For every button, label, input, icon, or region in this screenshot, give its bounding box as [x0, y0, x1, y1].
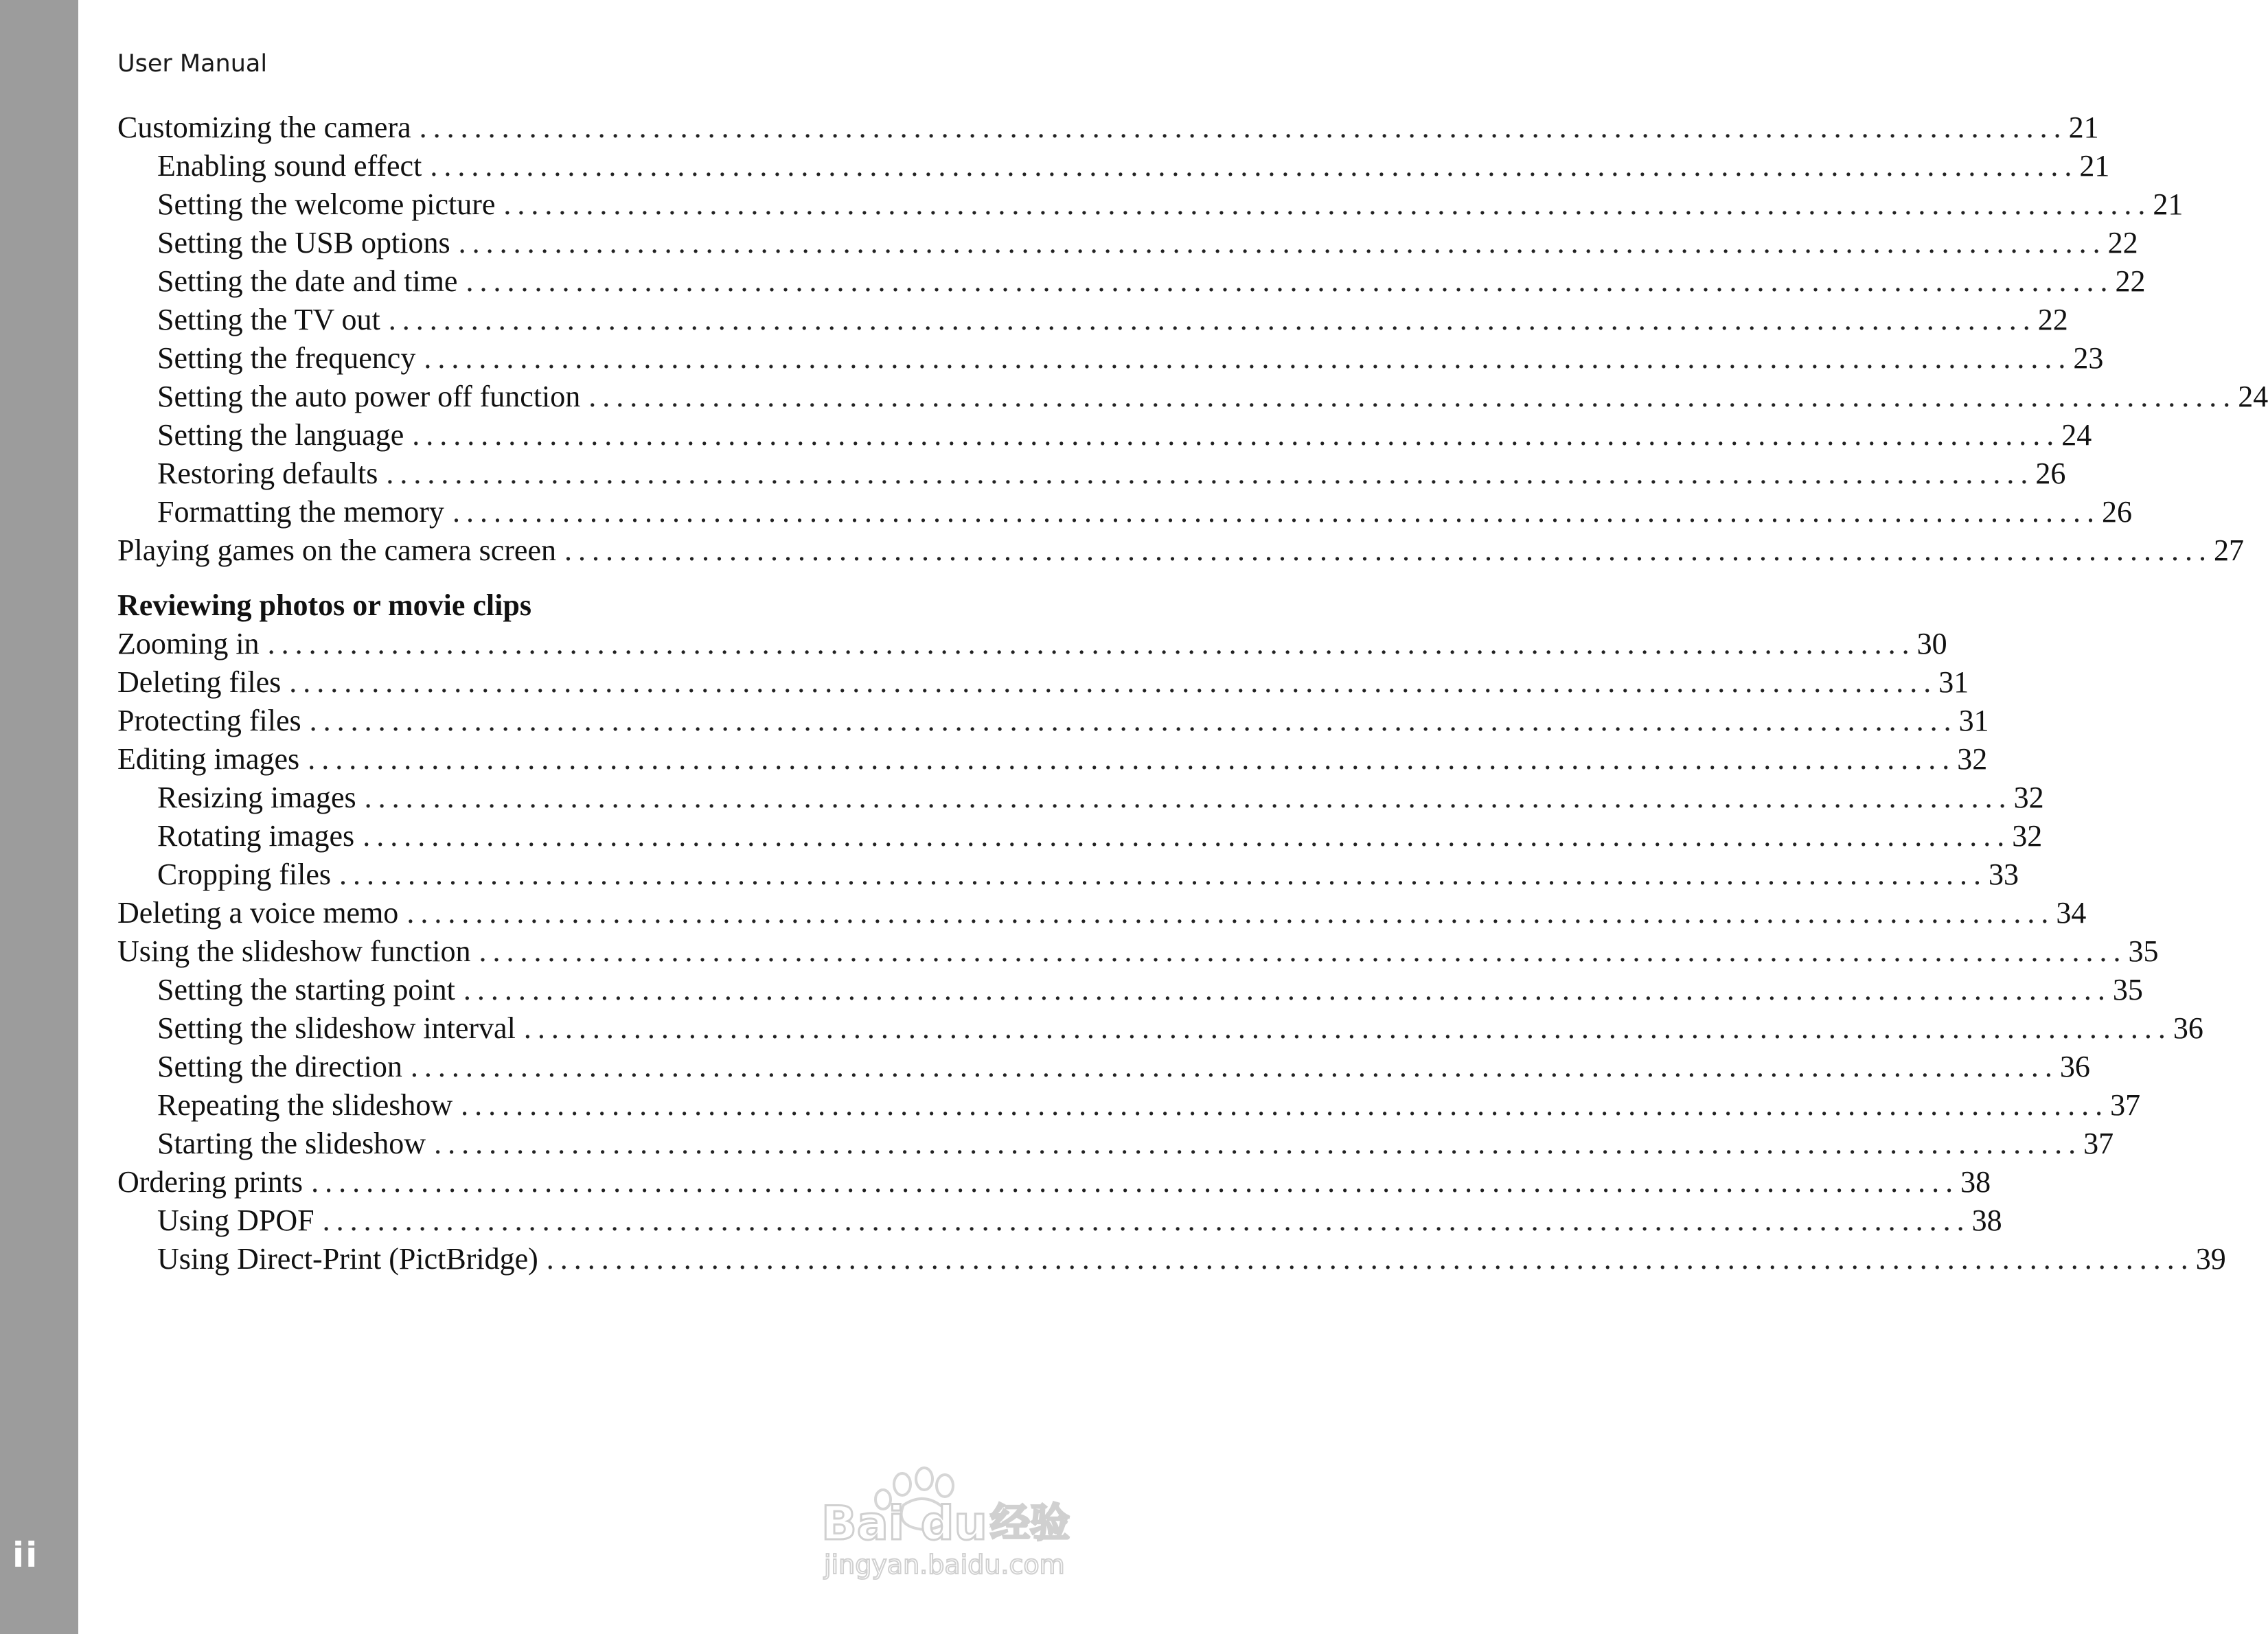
- dot-leader: ........................................................................................................................: [452, 495, 2100, 529]
- dot-leader: ........................................................................................................................: [430, 149, 2078, 183]
- toc-entry-title: Enabling sound effect: [157, 149, 422, 183]
- dot-leader: ........................................................................................................................: [503, 187, 2152, 221]
- toc-entry[interactable]: [117, 454, 2066, 493]
- toc-entry[interactable]: [117, 932, 2159, 971]
- toc-entry-page: 31: [1938, 665, 1969, 699]
- toc-entry-title: Setting the language: [157, 418, 404, 452]
- toc-entry-title: Setting the date and time: [157, 264, 458, 298]
- toc-entry-title: Deleting files: [117, 665, 282, 699]
- toc-entry[interactable]: [117, 108, 2099, 147]
- toc-entry-page: 32: [2012, 819, 2043, 853]
- toc-entry-page: 22: [2115, 264, 2146, 298]
- toc-entry-title: Resizing images: [157, 781, 356, 814]
- page-number: ii: [12, 1535, 39, 1575]
- dot-leader: ........................................................................................................................: [289, 665, 1938, 699]
- toc-entry-title: Setting the auto power off function: [157, 380, 581, 413]
- toc-entry-page: 21: [2068, 111, 2099, 144]
- toc-entry-page: 32: [1957, 742, 1988, 776]
- toc-entry-title: Using DPOF: [157, 1204, 314, 1237]
- toc-entry[interactable]: [117, 224, 2138, 262]
- toc-entry-page: 37: [2110, 1088, 2141, 1122]
- side-band: [0, 0, 78, 1634]
- toc-entry-page: 38: [1960, 1165, 1991, 1199]
- toc-entry-title: Repeating the slideshow: [157, 1088, 453, 1122]
- toc-entry[interactable]: [117, 531, 2244, 570]
- toc-entry-title: Ordering prints: [117, 1165, 303, 1199]
- toc-entry-page: 30: [1916, 627, 1947, 660]
- toc-entry[interactable]: [117, 1125, 2114, 1163]
- toc-entry-page: 35: [2112, 973, 2143, 1006]
- toc-entry[interactable]: [117, 1163, 1991, 1201]
- toc-entry[interactable]: [117, 740, 1988, 779]
- toc-entry-title: Editing images: [117, 742, 300, 776]
- toc-entry-title: Using the slideshow function: [117, 934, 471, 968]
- toc-entry-page: 21: [2079, 149, 2110, 183]
- dot-leader: ........................................................................................................................: [386, 457, 2035, 490]
- dot-leader: ........................................................................................................................: [479, 934, 2127, 968]
- toc-entry-title: Setting the starting point: [157, 973, 455, 1006]
- toc-entry-page: 24: [2061, 418, 2092, 452]
- toc-entry-page: 21: [2153, 187, 2184, 221]
- toc-entry[interactable]: [117, 663, 1969, 702]
- dot-leader: ........................................................................................................................: [588, 380, 2237, 413]
- toc-entry-title: Cropping files: [157, 858, 331, 891]
- toc-entry-page: 39: [2195, 1242, 2226, 1276]
- toc-entry-title: Formatting the memory: [157, 495, 444, 529]
- toc-entry-title: Setting the frequency: [157, 341, 416, 375]
- dot-leader: ........................................................................................................................: [309, 704, 1958, 737]
- dot-leader: ........................................................................................................................: [322, 1204, 1971, 1237]
- dot-leader: ........................................................................................................................: [267, 627, 1916, 660]
- toc-entry[interactable]: [117, 1201, 2002, 1240]
- table-of-contents: [117, 108, 2268, 1278]
- toc-section-2: [117, 625, 2226, 1278]
- dot-leader: ........................................................................................................................: [308, 742, 1956, 776]
- toc-entry-title: Restoring defaults: [157, 457, 378, 490]
- toc-entry[interactable]: [117, 378, 2268, 416]
- dot-leader: ........................................................................................................................: [406, 896, 2055, 930]
- toc-entry-title: Using Direct-Print (PictBridge): [157, 1242, 538, 1276]
- dot-leader: ........................................................................................................................: [466, 264, 2114, 298]
- toc-entry[interactable]: [117, 262, 2146, 301]
- toc-entry-page: 36: [2173, 1011, 2203, 1045]
- dot-leader: ........................................................................................................................: [461, 1088, 2109, 1122]
- toc-entry-page: 24: [2238, 380, 2268, 413]
- dot-leader: ........................................................................................................................: [363, 819, 2011, 853]
- toc-entry-page: 33: [1988, 858, 2019, 891]
- dot-leader: ........................................................................................................................: [364, 781, 2013, 814]
- toc-entry-page: 26: [2035, 457, 2066, 490]
- toc-entry[interactable]: [117, 779, 2044, 817]
- toc-entry-page: 22: [2107, 226, 2138, 260]
- toc-entry-title: Protecting files: [117, 704, 301, 737]
- toc-entry[interactable]: [117, 147, 2110, 185]
- dot-leader: ........................................................................................................................: [546, 1242, 2195, 1276]
- dot-leader: ........................................................................................................................: [419, 111, 2067, 144]
- toc-entry[interactable]: [117, 971, 2143, 1009]
- toc-entry-page: 36: [2059, 1050, 2090, 1083]
- toc-entry-page: 32: [2013, 781, 2044, 814]
- dot-leader: ........................................................................................................................: [410, 1050, 2059, 1083]
- watermark-brand: Bai du: [821, 1497, 987, 1551]
- toc-entry-page: 31: [1958, 704, 1989, 737]
- baidu-jingyan-watermark: [821, 1464, 1096, 1587]
- toc-entry-title: Starting the slideshow: [157, 1127, 426, 1160]
- toc-entry-title: Setting the USB options: [157, 226, 450, 260]
- toc-entry-title: Zooming in: [117, 627, 260, 660]
- toc-entry-page: 26: [2101, 495, 2132, 529]
- toc-entry-title: Playing games on the camera screen: [117, 533, 556, 567]
- toc-entry[interactable]: [117, 894, 2087, 932]
- toc-entry-page: 38: [1971, 1204, 2002, 1237]
- toc-entry-title: Setting the welcome picture: [157, 187, 496, 221]
- toc-section-1: [117, 108, 2268, 570]
- toc-entry-page: 37: [2083, 1127, 2114, 1160]
- toc-entry[interactable]: [117, 1086, 2141, 1125]
- toc-entry-page: 34: [2056, 896, 2087, 930]
- toc-entry-title: Setting the slideshow interval: [157, 1011, 516, 1045]
- toc-entry-title: Deleting a voice memo: [117, 896, 399, 930]
- dot-leader: ........................................................................................................................: [424, 341, 2072, 375]
- toc-entry[interactable]: [117, 1048, 2090, 1086]
- toc-entry-page: 35: [2128, 934, 2159, 968]
- toc-entry[interactable]: [117, 301, 2068, 339]
- dot-leader: ........................................................................................................................: [339, 858, 1987, 891]
- toc-entry[interactable]: [117, 493, 2132, 531]
- toc-entry[interactable]: [117, 1240, 2226, 1278]
- dot-leader: ........................................................................................................................: [434, 1127, 2083, 1160]
- toc-entry[interactable]: [117, 1009, 2203, 1048]
- toc-entry[interactable]: [117, 416, 2092, 454]
- toc-entry-title: Setting the TV out: [157, 303, 380, 336]
- toc-entry[interactable]: [117, 185, 2184, 224]
- dot-leader: ........................................................................................................................: [523, 1011, 2172, 1045]
- toc-entry-page: 23: [2073, 341, 2104, 375]
- dot-leader: ........................................................................................................................: [388, 303, 2037, 336]
- dot-leader: ........................................................................................................................: [458, 226, 2107, 260]
- toc-entry-title: Customizing the camera: [117, 111, 411, 144]
- dot-leader: ........................................................................................................................: [463, 973, 2111, 1006]
- toc-entry[interactable]: [117, 702, 1989, 740]
- toc-entry-page: 27: [2213, 533, 2244, 567]
- toc-entry[interactable]: [117, 339, 2104, 378]
- toc-entry[interactable]: [117, 625, 1947, 663]
- toc-entry[interactable]: [117, 855, 2019, 894]
- dot-leader: ........................................................................................................................: [564, 533, 2212, 567]
- toc-entry[interactable]: [117, 817, 2043, 855]
- watermark-label: 经验: [990, 1499, 1070, 1546]
- running-header: User Manual: [117, 50, 268, 78]
- toc-entry-title: Setting the direction: [157, 1050, 402, 1083]
- watermark-url: jingyan.baidu.com: [824, 1550, 1065, 1580]
- toc-entry-page: 22: [2037, 303, 2068, 336]
- toc-entry-title: Rotating images: [157, 819, 355, 853]
- dot-leader: ........................................................................................................................: [412, 418, 2061, 452]
- dot-leader: ........................................................................................................................: [311, 1165, 1960, 1199]
- toc-section-heading: Reviewing photos or movie clips: [117, 588, 531, 622]
